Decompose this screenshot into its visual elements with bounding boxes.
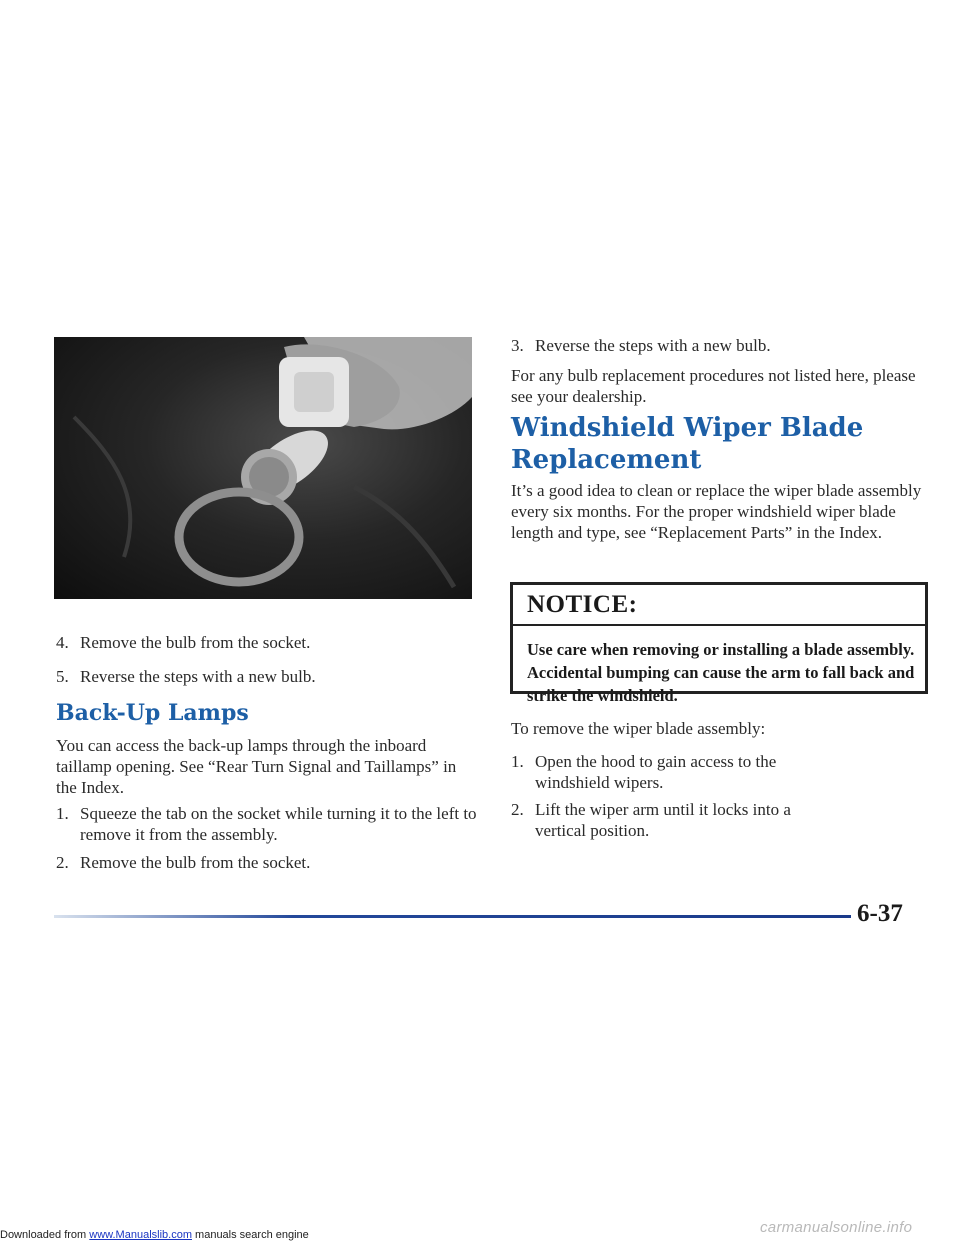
manualslib-link[interactable]: www.Manualslib.com [89,1229,192,1241]
step-number: 4. [56,633,69,652]
step-text: Lift the wiper arm until it locks into a vertical position. [535,800,791,840]
backup-step-1 [56,803,481,845]
wiper-step-2 [511,799,811,841]
wiper-step-1 [511,751,811,793]
wiper-lead-text: To remove the wiper blade assembly: [511,719,766,738]
wiper-intro-text: It’s a good idea to clean or replace the wiper blade assembly every six months. For the proper windshield wiper blade length and type, see “Replacement Parts” in the Index. [511,481,922,542]
step-number: 5. [56,667,69,686]
step-remove-bulb [56,632,476,653]
bulb-note-text: For any bulb replacement procedures not listed here, please see your dealership. [511,366,916,406]
step-text: Reverse the steps with a new bulb. [80,667,316,686]
notice-title: NOTICE: [527,591,638,618]
footer-prefix: Downloaded from [0,1229,90,1241]
backup-intro-text: You can access the back-up lamps through the inboard taillamp opening. See “Rear Turn Signal and Taillamps” in the Index. [56,736,457,797]
step-number: 1. [511,752,524,771]
step-text: Remove the bulb from the socket. [80,853,311,872]
wiper-heading: Windshield Wiper Blade Replacement [511,413,864,475]
step-number: 3. [511,336,524,355]
footer-rule [54,915,851,918]
watermark-text: carmanualsonline.info [760,1219,913,1236]
step-number: 2. [511,800,524,819]
page-number: 6-37 [857,900,903,927]
notice-text: Use care when removing or installing a blade assembly. Accidental bumping can cause the arm to fall back and strike the windshield. [527,640,915,705]
step-number: 2. [56,853,69,872]
step-text: Squeeze the tab on the socket while turning it to the left to remove it from the assembly. [80,804,477,844]
backup-lamps-heading: Back-Up Lamps [56,700,249,726]
step-text: Reverse the steps with a new bulb. [535,336,771,355]
step-reverse-new-bulb [511,335,931,356]
notice-box [510,582,928,705]
backup-step-2 [56,852,481,873]
step-number: 1. [56,804,69,823]
step-text: Remove the bulb from the socket. [80,633,311,652]
notice-header [513,585,925,626]
step-reverse [56,666,476,687]
bulb-socket-photo [54,337,472,599]
step-text: Open the hood to gain access to the windshield wipers. [535,752,777,792]
footer-suffix: manuals search engine [191,1229,309,1241]
download-footer [0,1228,309,1242]
